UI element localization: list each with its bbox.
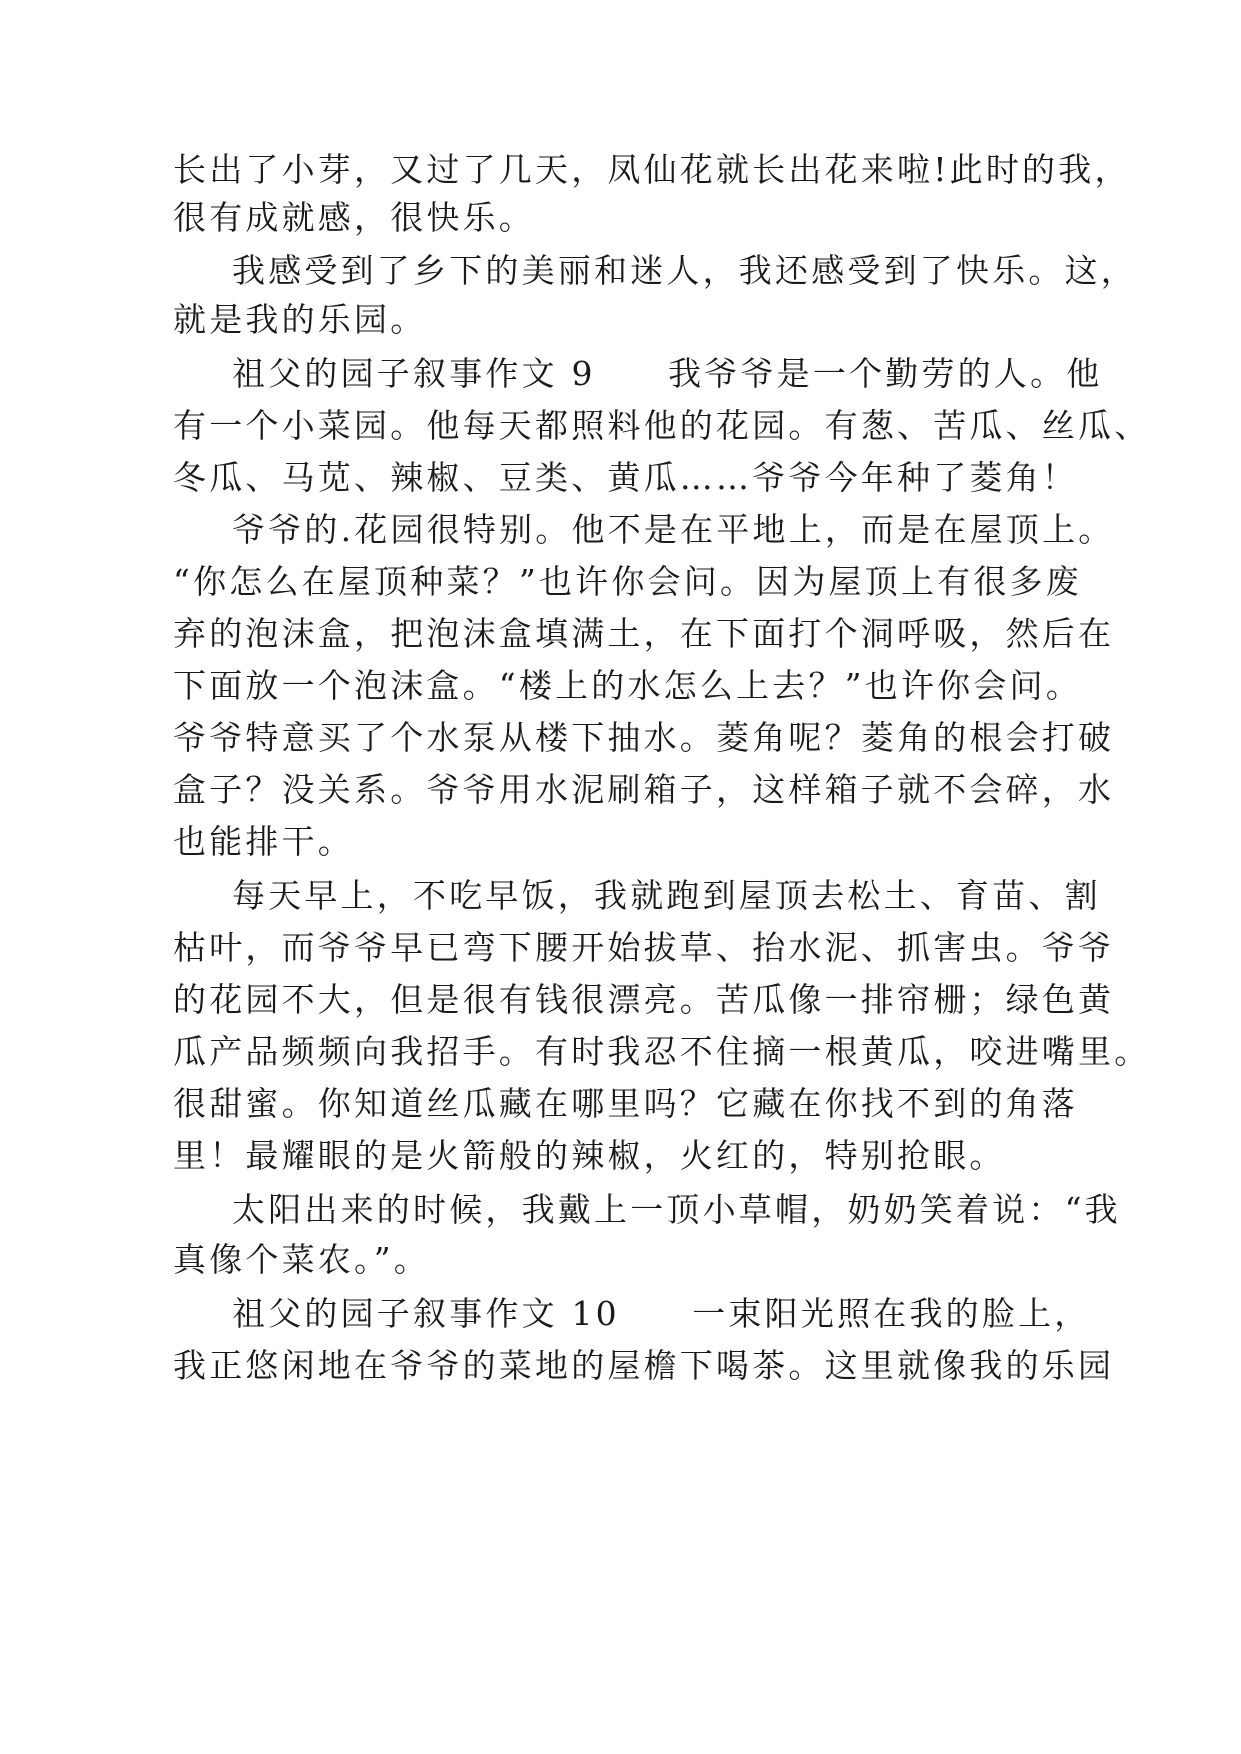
text-line: 祖父的园子叙事作文 9 我爷爷是一个勤劳的人。他 [232,354,1103,393]
text-line: 冬瓜、马苋、辣椒、豆类、黄瓜……爷爷今年种了菱角！ [173,458,1078,497]
text-line: 真像个菜农。”。 [173,1240,430,1279]
text-line: 就是我的乐园。 [173,300,427,339]
text-line: “你怎么在屋顶种菜？”也许你会问。因为屋顶上有很多废 [173,562,1082,601]
text-line: 下面放一个泡沫盒。“楼上的水怎么上去？”也许你会问。 [173,666,1082,705]
text-line: 太阳出来的时候，我戴上一顶小草帽，奶奶笑着说：“我 [232,1190,1121,1229]
text-line: 很有成就感，很快乐。 [173,198,535,237]
text-line: 盒子？没关系。爷爷用水泥刷箱子，这样箱子就不会碎，水 [173,770,1115,809]
text-line: 爷爷的.花园很特别。他不是在平地上，而是在屋顶上。 [232,510,1115,549]
text-line: 长出了小芽，又过了几天，凤仙花就长出花来啦!此时的我， [173,150,1131,189]
text-line: 有一个小菜园。他每天都照料他的花园。有葱、苦瓜、丝瓜、 [173,406,1151,445]
text-line: 祖父的园子叙事作文 10 一束阳光照在我的脸上， [232,1294,1091,1333]
text-line: 很甜蜜。你知道丝瓜藏在哪里吗？它藏在你找不到的角落 [173,1084,1078,1123]
text-line: 的花园不大，但是很有钱很漂亮。苦瓜像一排帘栅；绿色黄 [173,980,1115,1019]
text-line: 爷爷特意买了个水泵从楼下抽水。菱角呢？菱角的根会打破 [173,718,1115,757]
text-line: 我感受到了乡下的美丽和迷人，我还感受到了快乐。这， [232,251,1137,290]
text-line: 瓜产品频频向我招手。有时我忍不住摘一根黄瓜，咬进嘴里。 [173,1032,1151,1071]
text-line: 我正悠闲地在爷爷的菜地的屋檐下喝茶。这里就像我的乐园 [173,1346,1115,1385]
text-line: 每天早上，不吃早饭，我就跑到屋顶去松土、育苗、割 [232,876,1101,915]
text-line: 弃的泡沫盒，把泡沫盒填满土，在下面打个洞呼吸，然后在 [173,614,1115,653]
text-line: 枯叶，而爷爷早已弯下腰开始拔草、抬水泥、抓害虫。爷爷 [173,928,1115,967]
text-line: 也能排干。 [173,822,354,861]
text-line: 里！最耀眼的是火箭般的辣椒，火红的，特别抢眼。 [173,1136,1006,1175]
